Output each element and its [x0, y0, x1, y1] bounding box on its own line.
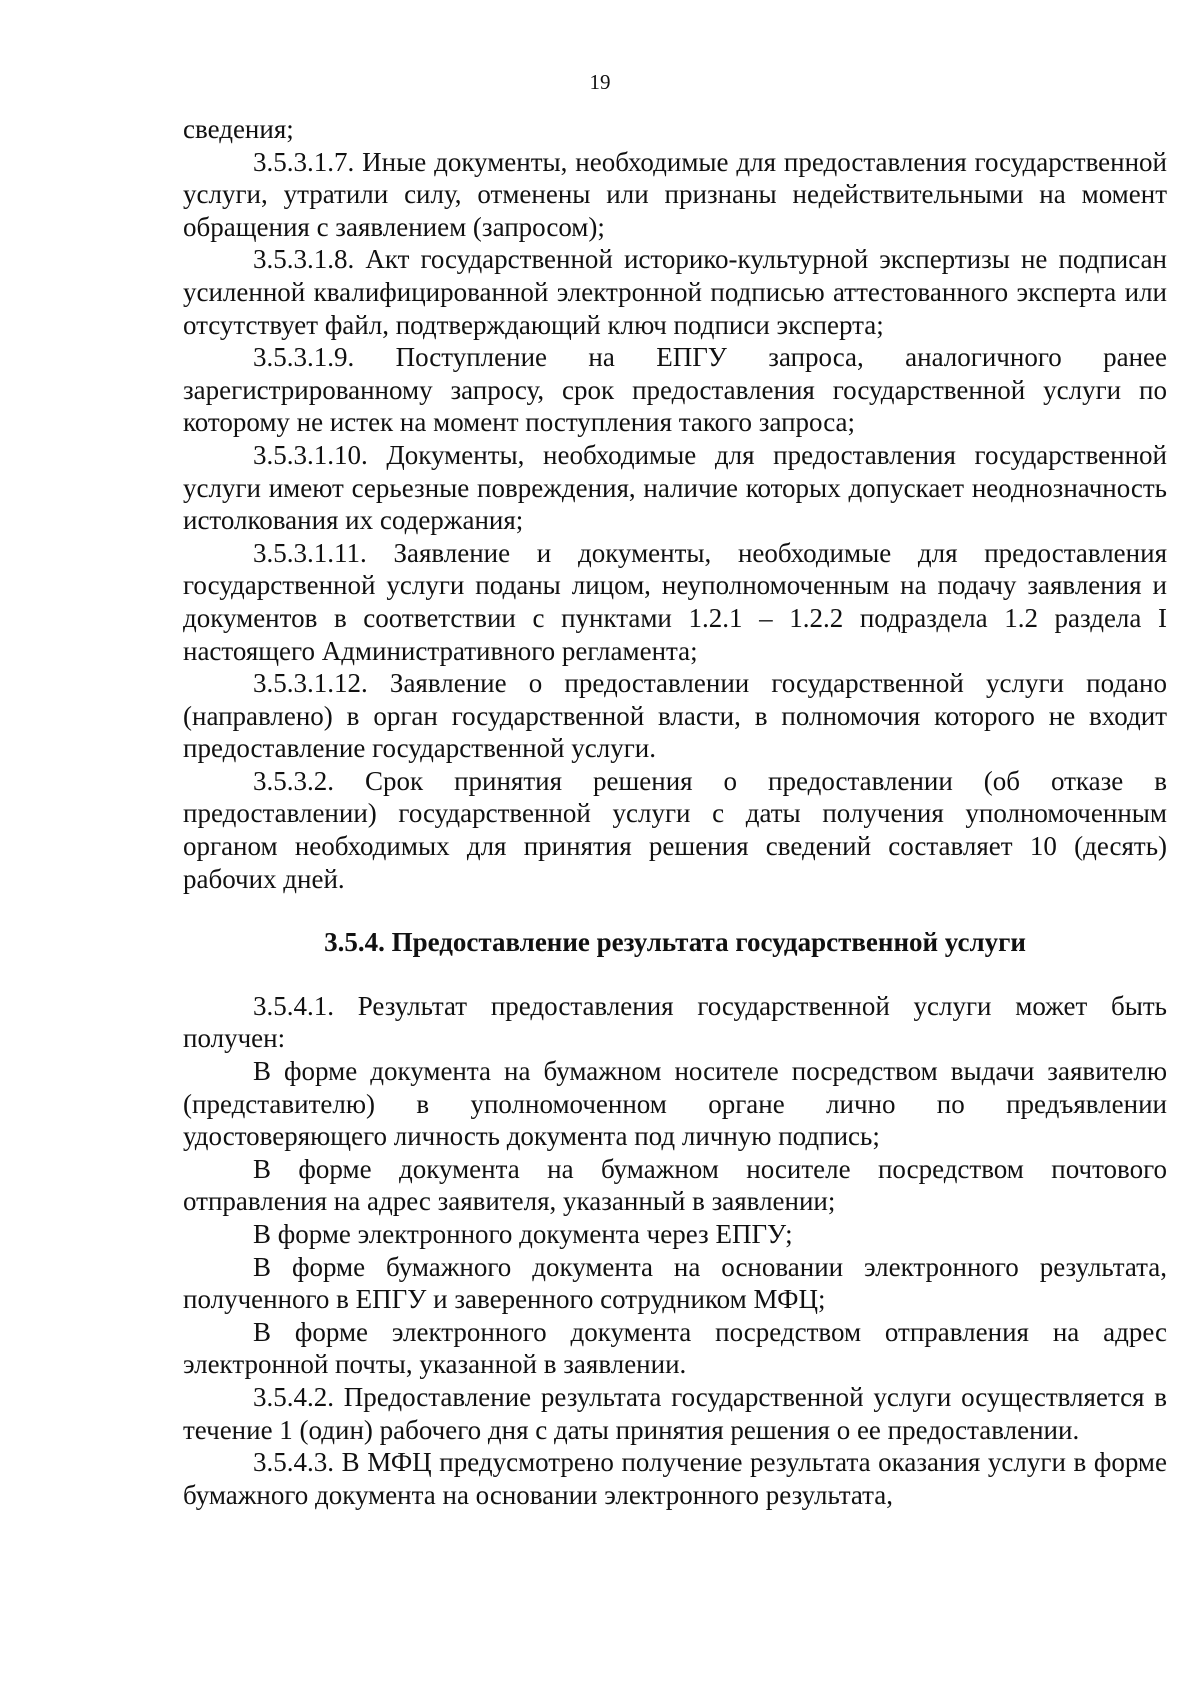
paragraph-text: В форме электронного документа посредством отправления на адрес электронной почты, указанной в заявлении.: [183, 1316, 1167, 1380]
paragraph-number: 3.5.4.3.: [253, 1447, 334, 1478]
paragraph-3-5-3-1-9: [183, 341, 1167, 439]
spacer: [183, 959, 1167, 990]
section-heading: 3.5.4. Предоставление результата государственной услуги: [324, 927, 1026, 958]
section-before-heading: [183, 113, 1167, 895]
paragraph-number: 3.5.4.2.: [253, 1381, 334, 1412]
paragraph-text: Срок принятия решения о предоставлении (об отказе в предоставлении) государственной услуги с даты получения уполномоченным органом необходимых для принятия решения сведений составляет 10 (десять) рабочих дней.: [183, 765, 1167, 894]
paragraph-number: 3.5.3.1.10.: [253, 439, 368, 470]
paragraph-number: 3.5.3.2.: [253, 765, 334, 796]
paragraph-3-5-3-1-10: [183, 439, 1167, 537]
paragraph-text: сведения;: [183, 114, 294, 144]
paragraph-number: 3.5.3.1.8.: [253, 244, 355, 275]
paragraph-continuation: [183, 113, 1167, 146]
paragraph-3-5-3-1-8: [183, 243, 1167, 341]
paragraph-result-form-paper-mail: [183, 1153, 1167, 1218]
paragraph-3-5-4-3: [183, 1446, 1167, 1511]
paragraph-3-5-4-1: [183, 990, 1167, 1055]
paragraph-text: Заявление о предоставлении государственной услуги подано (направлено) в орган государственной власти, в полномочия которого не входит предоставление государственной услуги.: [183, 668, 1167, 764]
paragraph-text: Заявление и документы, необходимые для предоставления государственной услуги поданы лицом, неуполномоченным на подачу заявления и документов в соответствии с пунктами 1.2.1 – 1.2.2 подраздела 1.2 раздела I настоящего Административного регламента;: [183, 537, 1167, 666]
paragraph-text: Акт государственной историко-культурной экспертизы не подписан усиленной квалифицированной электронной подписью аттестованного эксперта или отсутствует файл, подтверждающий ключ подписи эксперта;: [183, 244, 1167, 340]
paragraph-number: 3.5.3.1.9.: [253, 342, 355, 373]
paragraph-3-5-3-2: [183, 765, 1167, 895]
paragraph-text: Предоставление результата государственной услуги осуществляется в течение 1 (один) рабочего дня с даты принятия решения о ее предоставлении.: [183, 1381, 1167, 1445]
paragraph-text: В форме документа на бумажном носителе посредством почтового отправления на адрес заявителя, указанный в заявлении;: [183, 1153, 1167, 1217]
document-body: [183, 113, 1167, 1511]
paragraph-result-form-paper-in-person: [183, 1055, 1167, 1153]
paragraph-number: 3.5.3.1.11.: [253, 537, 367, 568]
paragraph-3-5-3-1-12: [183, 667, 1167, 765]
paragraph-text: В форме бумажного документа на основании электронного результата, полученного в ЕПГУ и заверенного сотрудником МФЦ;: [183, 1251, 1167, 1315]
paragraph-result-form-paper-mfc: [183, 1251, 1167, 1316]
paragraph-text: Результат предоставления государственной услуги может быть получен:: [183, 990, 1167, 1054]
paragraph-number: 3.5.3.1.12.: [253, 668, 368, 699]
paragraph-text: Поступление на ЕПГУ запроса, аналогичного ранее зарегистрированному запросу, срок предоставления государственной услуги по которому не истек на момент поступления такого запроса;: [183, 342, 1167, 438]
paragraph-result-form-email: [183, 1316, 1167, 1381]
paragraph-text: В МФЦ предусмотрено получение результата оказания услуги в форме бумажного документа на основании электронного результата,: [183, 1447, 1167, 1510]
page-number: 19: [589, 70, 611, 94]
paragraph-result-form-electronic-epgu: [183, 1218, 1167, 1251]
paragraph-text: Иные документы, необходимые для предоставления государственной услуги, утратили силу, отменены или признаны недействительными на момент обращения с заявлением (запросом);: [183, 146, 1167, 242]
paragraph-text: В форме документа на бумажном носителе посредством выдачи заявителю (представителю) в уполномоченном органе лично по предъявлении удостоверяющего личность документа под личную подпись;: [183, 1056, 1167, 1152]
paragraph-number: 3.5.4.1.: [253, 990, 334, 1021]
paragraph-number: 3.5.3.1.7.: [253, 146, 355, 177]
section-after-heading: [183, 990, 1167, 1512]
paragraph-3-5-3-1-7: [183, 146, 1167, 244]
paragraph-text: Документы, необходимые для предоставления государственной услуги имеют серьезные повреждения, наличие которых допускает неоднозначность истолкования их содержания;: [183, 439, 1167, 536]
paragraph-3-5-4-2: [183, 1381, 1167, 1446]
spacer: [183, 895, 1167, 926]
paragraph-text: В форме электронного документа через ЕПГУ;: [253, 1219, 793, 1249]
paragraph-3-5-3-1-11: [183, 537, 1167, 667]
